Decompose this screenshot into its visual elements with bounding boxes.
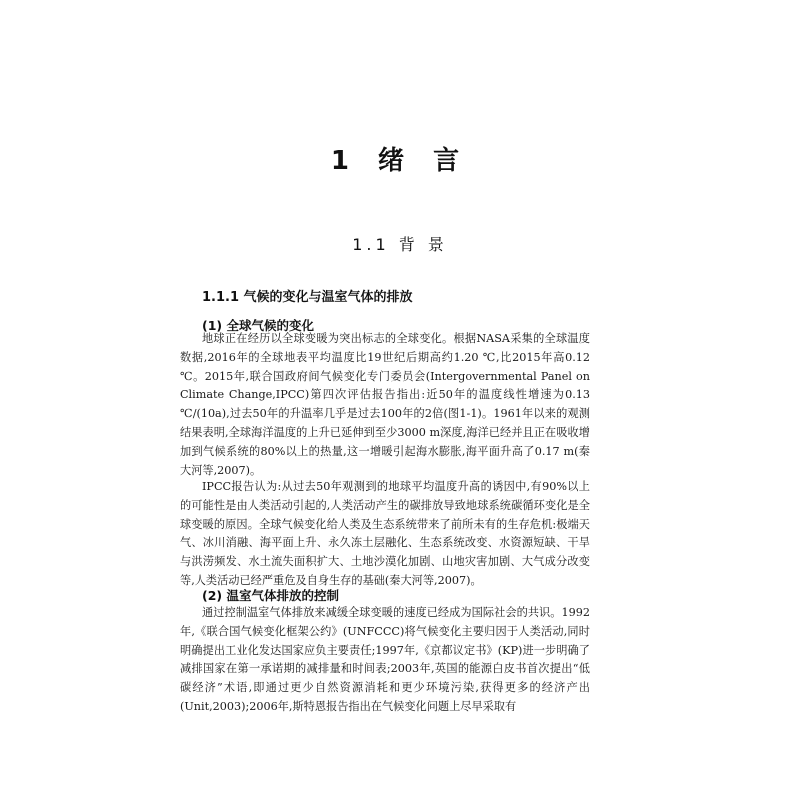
paragraph-1: 地球正在经历以全球变暖为突出标志的全球变化。根据NASA采集的全球温度数据,2016年的全球地表平均温度比19世纪后期高约1.20 ℃,比2015年高0.12 ℃。2015年,联合国政府间气候变化专门委员会(Intergovernmental Panel on Climate Change,IPCC)第四次评估报告指出:近50年的温度线性增速为0.13 ℃/(10a),过去50年的升温率几乎是过去100年的2倍(图1-1)。1961年以来的观测结果表明,全球海洋温度的上升已延伸到至少3000 m深度,海洋已经并且正在吸收增加到气候系统的80%以上的热量,这一增暖引起海水膨胀,海平面升高了0.17 m(秦大河等,2007)。 [180, 332, 590, 477]
paragraph-3: 通过控制温室气体排放来减缓全球变暖的速度已经成为国际社会的共识。1992年,《联合国气候变化框架公约》(UNFCCC)将气候变化主要归因于人类活动,同时明确提出工业化发达国家应负主要责任;1997年,《京都议定书》(KP)进一步明确了减排国家在第一承诺期的减排量和时间表;2003年,英国的能源白皮书首次提出“低碳经济”术语,即通过更少自然资源消耗和更少环境污染,获得更多的经济产出(Unit,2003);2006年,斯特恩报告指出在气候变化问题上尽早采取有 [180, 606, 590, 713]
chapter-title: 1 绪 言 [330, 146, 470, 176]
section-title: 1.1 背 景 [352, 235, 448, 254]
subsection-title: 1.1.1 气候的变化与温室气体的排放 [202, 290, 413, 305]
heading-global-climate-change: (1) 全球气候的变化 [202, 318, 314, 333]
paragraph-2: IPCC报告认为:从过去50年观测到的地球平均温度升高的诱因中,有90%以上的可能性是由人类活动引起的,人类活动产生的碳排放导致地球系统碳循环变化是全球变暖的原因。全球气候变化给人类及生态系统带来了前所未有的生存危机:极端天气、冰川消融、海平面上升、永久冻土层融化、生态系统改变、水资源短缺、干旱与洪涝频发、水土流失面积扩大、土地沙漠化加剧、山地灾害加剧、大气成分改变等,人类活动已经严重危及自身生存的基础(秦大河等,2007)。 [180, 480, 590, 587]
heading-emission-control: (2) 温室气体排放的控制 [202, 588, 339, 603]
